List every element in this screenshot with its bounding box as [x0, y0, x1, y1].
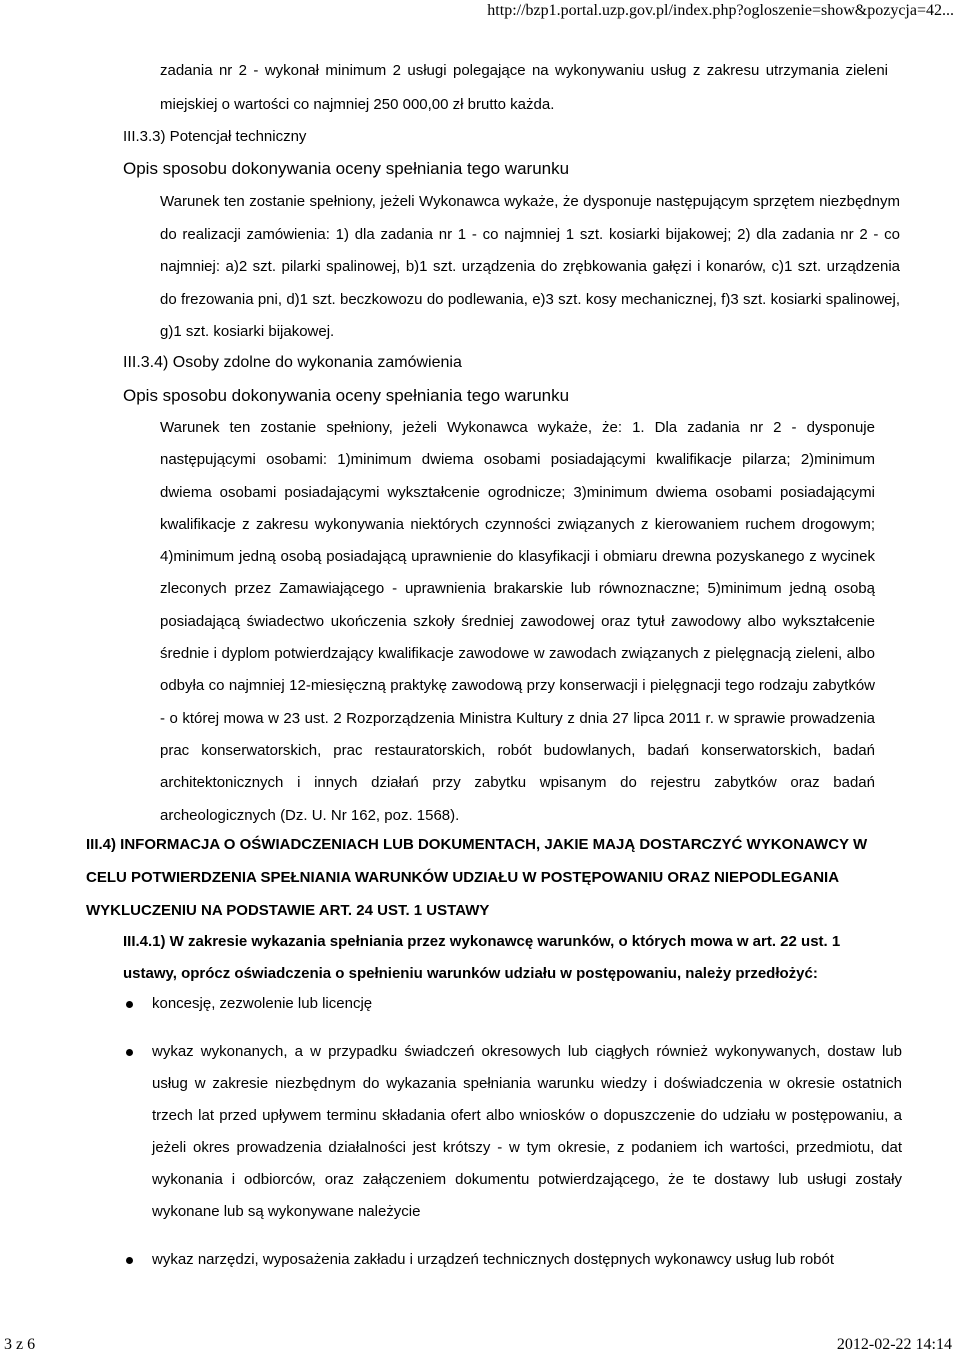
list-item-text: wykaz wykonanych, a w przypadku świadczeń okresowych lub ciągłych również wykonywanych, dostaw lub usług w zakresie niezbędnym do wykazania spełniania warunku wiedzy i doświadczenia w okresie ostatnich trzech lat przed upływem terminu składania ofert albo wniosków o dopuszczenie do udziału w postępowaniu, a jeżeli okres prowadzenia działalności jest krótszy - w tym okresie, z podaniem ich wartości, przedmiotu, dat wykonania i odbiorców, oraz załączeniem dokumentu potwierdzającego, że te dostawy lub usługi zostały wykonane lub są wykonywane należycie	[152, 1043, 902, 1220]
page-number: 3 z 6	[4, 1336, 36, 1353]
heading-iii-3-4: III.3.4) Osoby zdolne do wykonania zamówienia	[123, 354, 462, 371]
list-item-text: koncesję, zezwolenie lub licencję	[152, 995, 373, 1012]
page-url-header: http://bzp1.portal.uzp.gov.pl/index.php?ogloszenie=show&pozycja=42...	[487, 2, 954, 19]
paragraph-continued: zadania nr 2 - wykonał minimum 2 usługi polegające na wykonywaniu usług z zakresu utrzymania zieleni miejskiej o wartości co najmniej 250 000,00 zł brutto każda.	[160, 62, 888, 113]
bullet-icon	[126, 1001, 133, 1008]
print-timestamp: 2012-02-22 14:14	[836, 1336, 952, 1353]
list-item	[120, 1036, 902, 1228]
paragraph-personnel: Warunek ten zostanie spełniony, jeżeli Wykonawca wykaże, że: 1. Dla zadania nr 2 - dysponuje następującymi osobami: 1)minimum dwiema osobami posiadającymi kwalifikacje pilarza; 2)minimum dwiema osobami posiadającymi wykształcenie ogrodnicze; 3)minimum dwiema osobami posiadającymi kwalifikacje z zakresu wykonywania niektórych czynności związanych z kierowaniem ruchem drogowym; 4)minimum jedną osobą posiadającą uprawnienie do klasyfikacji i obmiaru drewna pozyskanego z wycinek zleconych przez Zamawiającego - uprawnienia brakarskie lub równoznaczne; 5)minimum jedną osobą posiadającą świadectwo ukończenia szkoły średniej zawodowej oraz tytuł zawodowy albo wykształcenie średnie i dyplom potwierdzający kwalifikacje zawodowe w zawodach związanych z pielęgnacją zieleni, albo odbyła co najmniej 12-miesięczną praktykę zawodową przy konserwacji i pielęgnacji tego rodzaju zabytków - o której mowa w 23 ust. 2 Rozporządzenia Ministra Kultury z dnia 27 lipca 2011 r. w sprawie prowadzenia prac konserwatorskich, prac restauratorskich, robót budowlanych, badań konserwatorskich, badań architektonicznych i innych działań przy zabytku wpisanym do rejestru zabytków oraz badań archeologicznych (Dz. U. Nr 162, poz. 1568).	[160, 419, 875, 824]
evaluation-method-label-1: Opis sposobu dokonywania oceny spełniania tego warunku	[123, 159, 570, 178]
bullet-icon	[126, 1257, 133, 1264]
heading-iii-3-3: III.3.3) Potencjał techniczny	[123, 128, 307, 145]
section-heading-iii-4-1: III.4.1) W zakresie wykazania spełniania przez wykonawcę warunków, o których mowa w art. 22 ust. 1 ustawy, oprócz oświadczenia o spełnieniu warunków udziału w postępowaniu, należy przedłożyć:	[123, 933, 841, 982]
paragraph-technical-potential: Warunek ten zostanie spełniony, jeżeli Wykonawca wykaże, że dysponuje następującym sprzętem niezbędnym do realizacji zamówienia: 1) dla zadania nr 1 - co najmniej 1 szt. kosiarki bijakowej; 2) dla zadania nr 2 - co najmniej: a)2 szt. pilarki spalinowej, b)1 szt. urządzenia do zrębkowania gałęzi i konarów, c)1 szt. urządzenia do frezowania pni, d)1 szt. beczkowozu do podlewania, e)3 szt. kosy mechanicznej, f)3 szt. kosiarki spalinowej, g)1 szt. kosiarki bijakowej.	[160, 193, 900, 341]
evaluation-method-label-2: Opis sposobu dokonywania oceny spełniania tego warunku	[123, 386, 570, 405]
list-item	[120, 988, 902, 1020]
list-item	[120, 1244, 902, 1276]
section-heading-iii-4: III.4) INFORMACJA O OŚWIADCZENIACH LUB DOKUMENTACH, JAKIE MAJĄ DOSTARCZYĆ WYKONAWCY W CELU POTWIERDZENIA SPEŁNIANIA WARUNKÓW UDZIAŁU W POSTĘPOWANIU ORAZ NIEPODLEGANIA WYKLUCZENIU NA PODSTAWIE ART. 24 UST. 1 USTAWY	[86, 836, 868, 919]
bullet-icon	[126, 1049, 133, 1056]
list-item-text: wykaz narzędzi, wyposażenia zakładu i urządzeń technicznych dostępnych wykonawcy usług lub robót	[152, 1251, 835, 1268]
